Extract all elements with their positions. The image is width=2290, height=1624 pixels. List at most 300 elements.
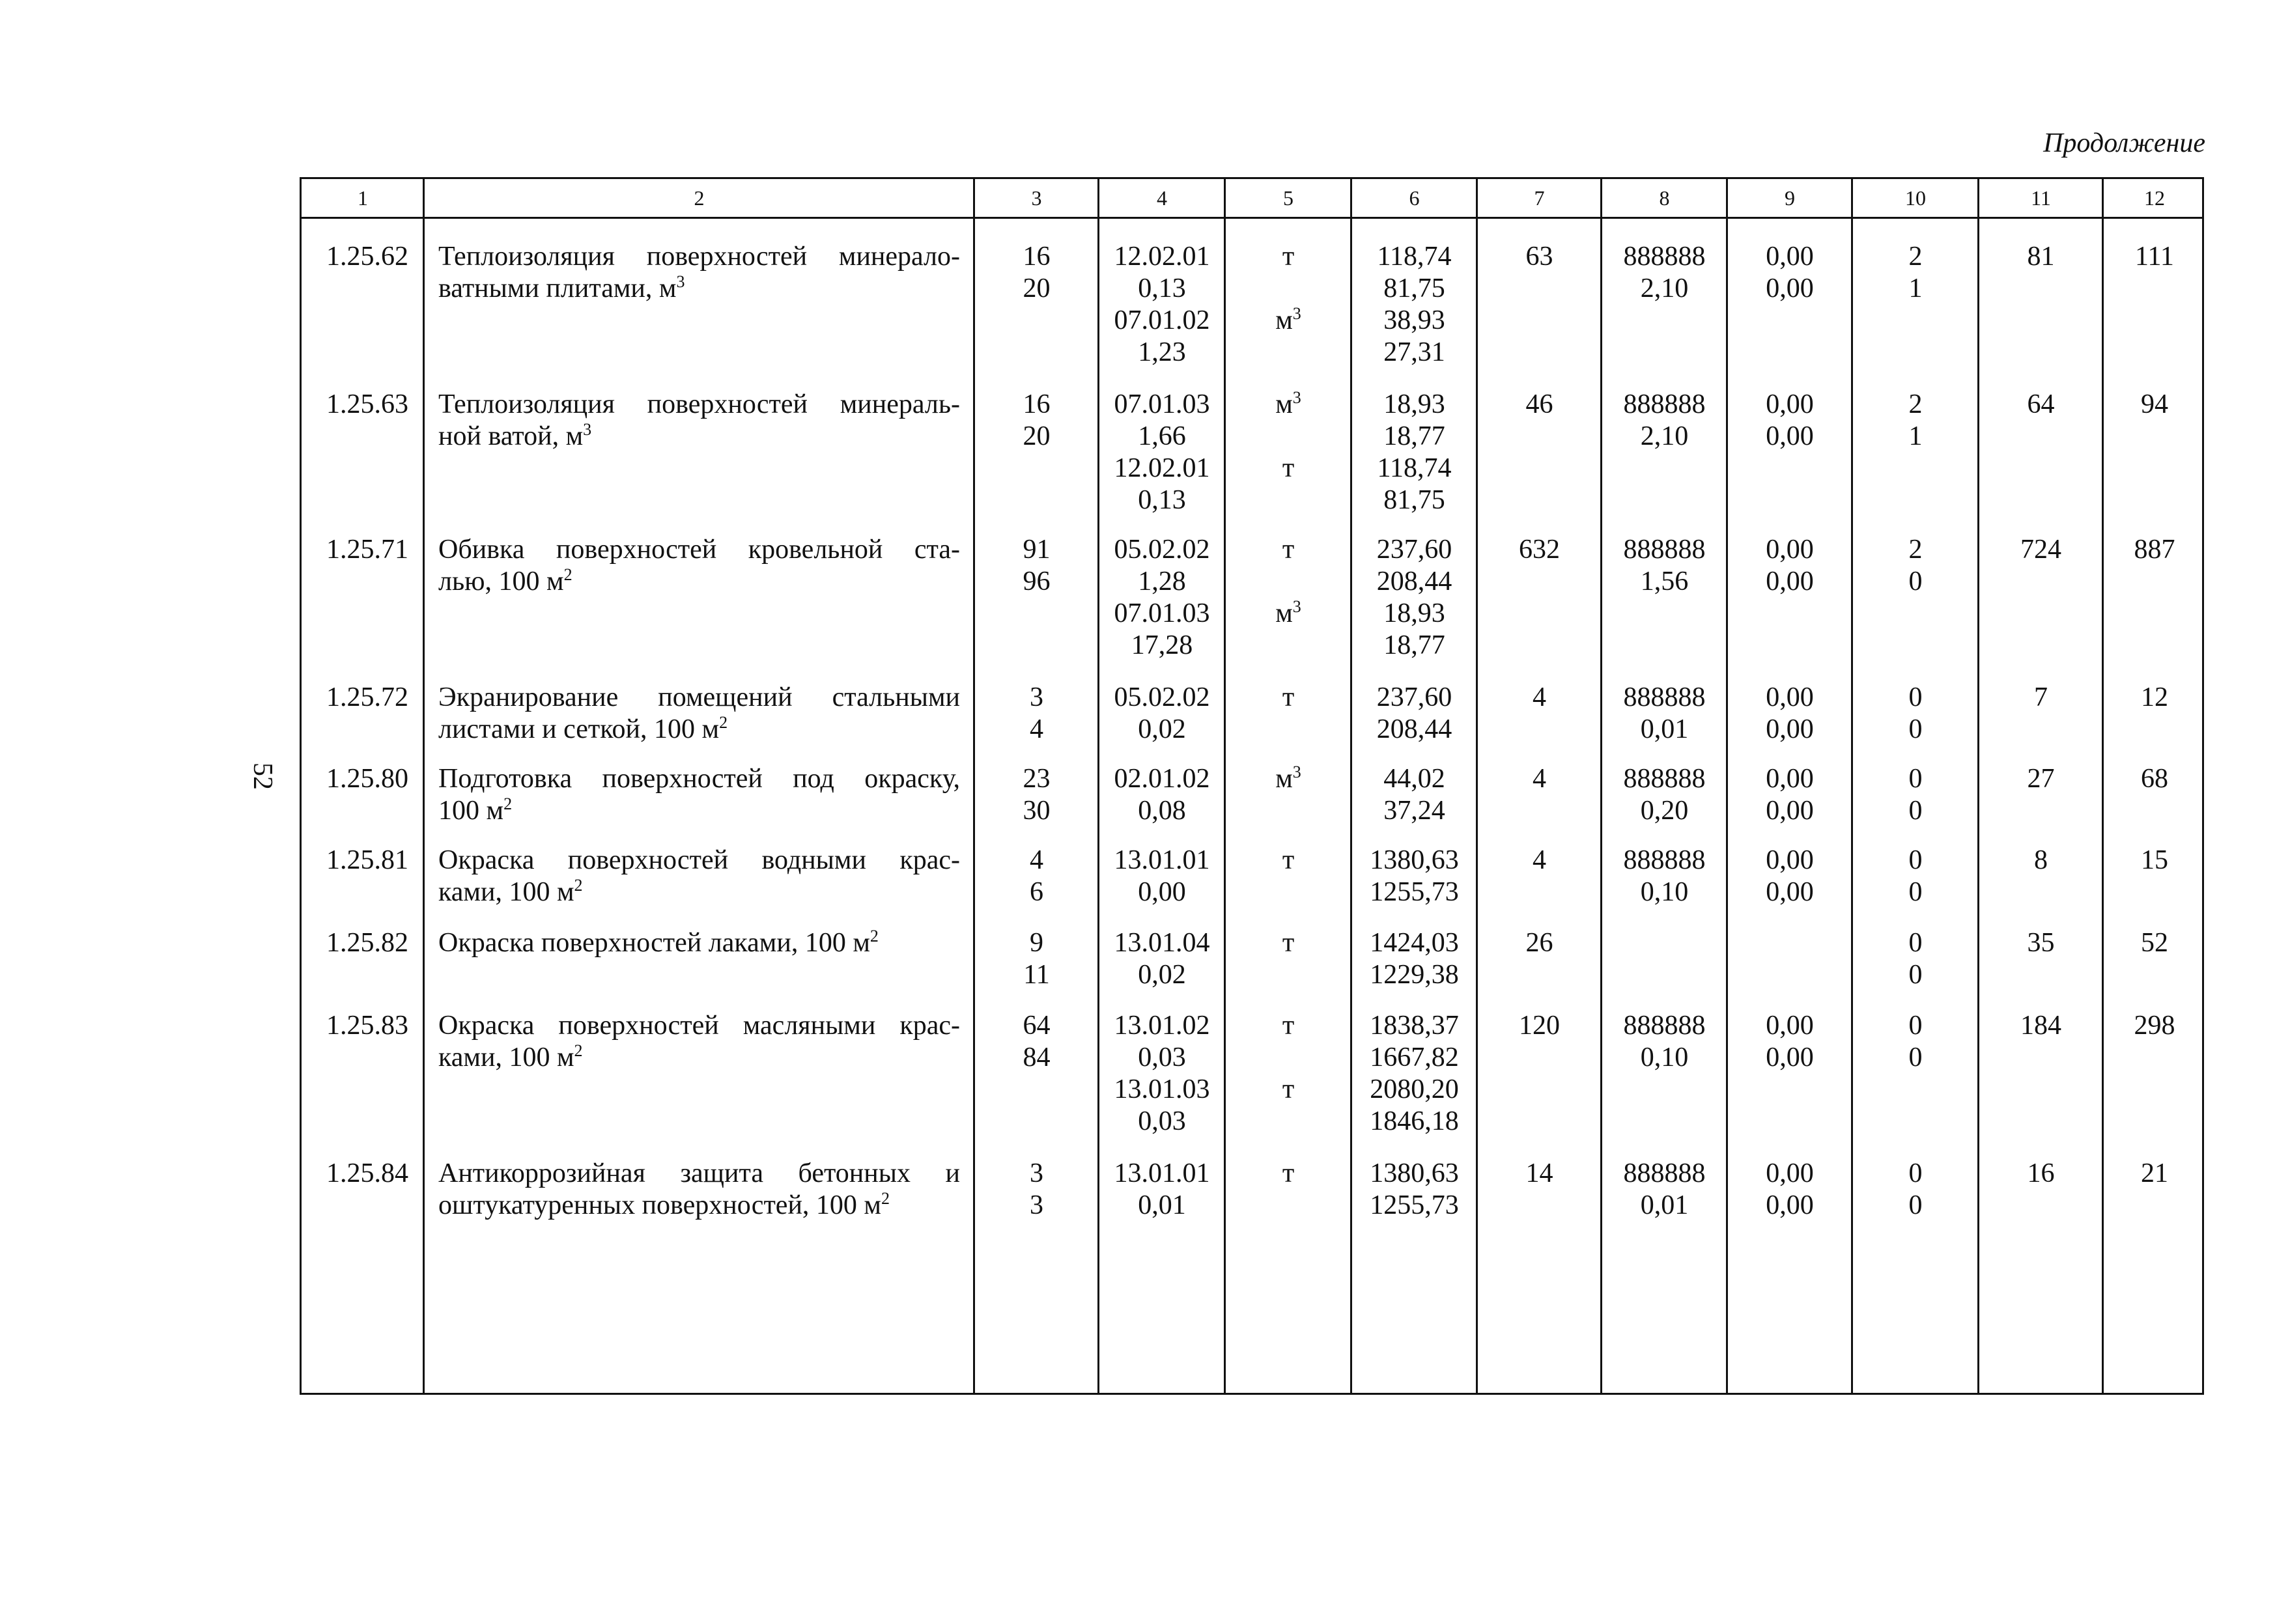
cell-line: 0 xyxy=(1908,764,1923,794)
cell-line: 4 xyxy=(1533,682,1546,712)
cell-line: 1 xyxy=(1908,421,1923,451)
cell-line: 9 xyxy=(1030,928,1043,958)
cell-line: 84 xyxy=(1023,1043,1051,1072)
cell-line: 118,74 xyxy=(1377,242,1452,272)
cell-line: 0,00 xyxy=(1766,1158,1814,1188)
cell-line: 2 xyxy=(1908,389,1923,419)
cell-line: 0 xyxy=(1908,1158,1923,1188)
cell-text: т xyxy=(1282,1074,1295,1104)
cell-col-8 xyxy=(1602,682,1727,746)
row-description xyxy=(438,763,960,827)
cell-col-6 xyxy=(1351,389,1477,516)
cell-line: 11 xyxy=(1023,960,1050,990)
cell-line: 0,13 xyxy=(1138,485,1186,515)
cell-line: 44,02 xyxy=(1383,764,1445,794)
cell-line xyxy=(1225,305,1351,337)
cell-col-6 xyxy=(1351,845,1477,908)
cell-line: 12.02.01 xyxy=(1114,453,1210,483)
cell-col-10 xyxy=(1852,927,1979,991)
unit-exponent: 3 xyxy=(1292,597,1301,616)
cell-line: 0 xyxy=(1908,796,1923,826)
cell-text: т xyxy=(1282,453,1295,483)
cell-col-5 xyxy=(1225,845,1351,908)
cell-line: 3 xyxy=(1030,682,1043,712)
cell-line: 05.02.02 xyxy=(1114,535,1210,565)
cell-col-10 xyxy=(1852,534,1979,598)
cell-line: 888888 xyxy=(1623,845,1706,875)
cell-line xyxy=(438,389,960,421)
unit-exponent: 2 xyxy=(719,713,728,732)
cell-text: Подготовка поверхностей под окраску, xyxy=(438,764,960,794)
column-number: 3 xyxy=(1031,186,1042,210)
cell-line xyxy=(438,1190,960,1222)
cell-line xyxy=(1225,845,1351,876)
cell-line: 1380,63 xyxy=(1370,1158,1459,1188)
unit-exponent: 3 xyxy=(676,272,685,291)
cell-col-4 xyxy=(1099,389,1225,516)
cell-col-8 xyxy=(1602,763,1727,827)
row-code xyxy=(302,682,408,714)
cell-col-7 xyxy=(1477,534,1602,566)
cell-line: 0 xyxy=(1908,1011,1923,1041)
cell-col-12 xyxy=(2103,927,2206,959)
cell-line xyxy=(438,795,960,827)
cell-col-10 xyxy=(1852,845,1979,908)
column-number: 10 xyxy=(1905,186,1926,210)
unit-exponent: 2 xyxy=(574,1041,583,1060)
cell-line: 02.01.02 xyxy=(1114,764,1210,794)
cell-line xyxy=(1225,959,1351,991)
cell-text: м xyxy=(1275,305,1293,335)
row-code xyxy=(302,389,408,421)
row-description xyxy=(438,389,960,453)
cell-line: 2,10 xyxy=(1640,273,1689,303)
cell-line: 27,31 xyxy=(1383,337,1445,367)
cell-line: 0,00 xyxy=(1766,764,1814,794)
cell-col-6 xyxy=(1351,763,1477,827)
cell-line: 07.01.03 xyxy=(1114,389,1210,419)
cell-col-9 xyxy=(1727,845,1852,908)
cell-line: 0,00 xyxy=(1766,273,1814,303)
cell-line: 1,66 xyxy=(1138,421,1186,451)
cell-col-11 xyxy=(1979,763,2103,795)
cell-col-3 xyxy=(974,1010,1099,1074)
cell-col-9 xyxy=(1727,241,1852,305)
cell-text: т xyxy=(1282,1158,1295,1188)
column-number: 12 xyxy=(2144,186,2165,210)
cell-col-12 xyxy=(2103,682,2206,714)
cell-line xyxy=(438,1158,960,1190)
cell-col-12 xyxy=(2103,763,2206,795)
cell-line: 30 xyxy=(1023,796,1051,826)
cell-col-4 xyxy=(1099,682,1225,746)
cell-line: 1846,18 xyxy=(1370,1106,1459,1136)
column-number: 1 xyxy=(358,186,368,210)
cell-line: 52 xyxy=(2141,928,2168,958)
cell-col-12 xyxy=(2103,1158,2206,1190)
unit-exponent: 2 xyxy=(563,565,572,584)
cell-line xyxy=(1225,630,1351,662)
cell-line: 0 xyxy=(1908,960,1923,990)
row-description xyxy=(438,845,960,908)
cell-line: 46 xyxy=(1525,389,1553,419)
cell-line xyxy=(438,682,960,714)
cell-text: Теплоизоляция поверхностей минерало- xyxy=(438,242,960,272)
cell-line xyxy=(438,927,960,959)
cell-line: 0 xyxy=(1908,928,1923,958)
cell-line xyxy=(438,1042,960,1074)
cell-line xyxy=(1225,876,1351,908)
cell-line: 0 xyxy=(1908,567,1923,596)
cell-col-4 xyxy=(1099,1010,1225,1138)
cell-text: т xyxy=(1282,845,1295,875)
cell-line: 888888 xyxy=(1623,1011,1706,1041)
cell-line: 2 xyxy=(1908,535,1923,565)
cell-line: 724 xyxy=(2020,535,2061,565)
cell-line: 15 xyxy=(2141,845,2168,875)
cell-line: 18,93 xyxy=(1383,389,1445,419)
cell-line: 0,00 xyxy=(1766,242,1814,272)
cell-col-6 xyxy=(1351,927,1477,991)
cell-line: 0,20 xyxy=(1640,796,1689,826)
cell-text: 100 м xyxy=(438,796,504,826)
cell-line: 3 xyxy=(1030,1190,1043,1220)
unit-exponent: 3 xyxy=(583,420,592,439)
cell-line: 118,74 xyxy=(1377,453,1452,483)
cell-line: 208,44 xyxy=(1376,567,1452,596)
cell-line: 888888 xyxy=(1623,242,1706,272)
cell-line: 0,00 xyxy=(1766,567,1814,596)
cell-line: 20 xyxy=(1023,421,1051,451)
cell-line xyxy=(1225,566,1351,598)
cell-col-7 xyxy=(1477,682,1602,714)
column-number: 9 xyxy=(1785,186,1795,210)
cell-col-9 xyxy=(1727,534,1852,598)
unit-exponent: 3 xyxy=(1292,763,1301,781)
cell-line: 0 xyxy=(1908,1190,1923,1220)
cell-line xyxy=(1225,273,1351,305)
cell-col-9 xyxy=(1727,389,1852,453)
cell-line xyxy=(1225,1010,1351,1042)
cell-line: 0,01 xyxy=(1640,714,1689,744)
cell-text: Окраска поверхностей лаками, 100 м xyxy=(438,928,870,958)
cell-line: 13.01.01 xyxy=(1114,1158,1210,1188)
cell-line: 21 xyxy=(2141,1158,2168,1188)
cell-line: 0,10 xyxy=(1640,1043,1689,1072)
cell-line: 12.02.01 xyxy=(1114,242,1210,272)
cell-line xyxy=(1225,241,1351,273)
cell-col-6 xyxy=(1351,241,1477,369)
cell-col-8 xyxy=(1602,1010,1727,1074)
cell-text: т xyxy=(1282,242,1295,272)
cell-line: 17,28 xyxy=(1131,630,1193,660)
cell-col-4 xyxy=(1099,845,1225,908)
cell-col-8 xyxy=(1602,241,1727,305)
cell-line: 0,01 xyxy=(1640,1190,1689,1220)
cell-col-3 xyxy=(974,927,1099,991)
cell-line: 887 xyxy=(2134,535,2175,565)
cell-col-10 xyxy=(1852,1158,1979,1222)
cell-line: 0,00 xyxy=(1766,1011,1814,1041)
cell-line: 13.01.02 xyxy=(1114,1011,1210,1041)
cell-col-7 xyxy=(1477,1010,1602,1042)
cell-col-7 xyxy=(1477,241,1602,273)
cell-text: ками, 100 м xyxy=(438,1043,574,1072)
cell-col-11 xyxy=(1979,1010,2103,1042)
cell-text: т xyxy=(1282,682,1295,712)
cell-col-11 xyxy=(1979,389,2103,421)
column-number: 8 xyxy=(1659,186,1670,210)
cell-line: 20 xyxy=(1023,273,1051,303)
cell-line: 23 xyxy=(1023,764,1051,794)
cell-line xyxy=(438,566,960,598)
cell-text: Теплоизоляция поверхностей минераль- xyxy=(438,389,960,419)
cell-col-6 xyxy=(1351,534,1477,662)
cell-line: 1229,38 xyxy=(1370,960,1459,990)
cell-line xyxy=(1225,337,1351,369)
cell-line xyxy=(438,241,960,273)
cell-text: т xyxy=(1282,1011,1295,1041)
cell-col-5 xyxy=(1225,763,1351,827)
cell-line: 0,00 xyxy=(1766,1190,1814,1220)
cell-col-10 xyxy=(1852,682,1979,746)
cell-col-8 xyxy=(1602,1158,1727,1222)
cell-col-3 xyxy=(974,682,1099,746)
cell-col-3 xyxy=(974,389,1099,453)
cell-line: 888888 xyxy=(1623,389,1706,419)
cell-line: 888888 xyxy=(1623,535,1706,565)
cell-col-12 xyxy=(2103,534,2206,566)
resource-table xyxy=(300,177,2204,1395)
cell-line: 07.01.03 xyxy=(1114,598,1210,628)
row-code xyxy=(302,845,408,876)
cell-text: ной ватой, м xyxy=(438,421,584,451)
cell-line: 64 xyxy=(2027,389,2055,419)
cell-col-4 xyxy=(1099,534,1225,662)
cell-line: 1.25.81 xyxy=(326,845,408,875)
cell-col-6 xyxy=(1351,682,1477,746)
cell-line: 2 xyxy=(1908,242,1923,272)
column-number-header xyxy=(302,179,2202,219)
cell-col-3 xyxy=(974,1158,1099,1222)
cell-line: 26 xyxy=(1525,928,1553,958)
cell-line xyxy=(438,763,960,795)
cell-line: 8 xyxy=(2034,845,2048,875)
cell-line: 94 xyxy=(2141,389,2168,419)
cell-line: 0 xyxy=(1908,682,1923,712)
cell-line xyxy=(1225,795,1351,827)
cell-col-7 xyxy=(1477,845,1602,876)
cell-text: Экранирование помещений стальными xyxy=(438,682,960,712)
cell-col-5 xyxy=(1225,534,1351,662)
cell-col-11 xyxy=(1979,1158,2103,1190)
cell-col-12 xyxy=(2103,845,2206,876)
cell-line xyxy=(438,845,960,876)
cell-line xyxy=(1225,1158,1351,1190)
cell-line: 63 xyxy=(1525,242,1553,272)
cell-line: 0,00 xyxy=(1766,682,1814,712)
cell-line: 1,28 xyxy=(1138,567,1186,596)
cell-col-5 xyxy=(1225,1010,1351,1138)
cell-text: ками, 100 м xyxy=(438,877,574,907)
cell-line xyxy=(1225,1074,1351,1106)
cell-line: 16 xyxy=(1023,242,1051,272)
continuation-label: Продолжение xyxy=(2043,128,2205,158)
cell-line: 27 xyxy=(2027,764,2055,794)
cell-line: 0,03 xyxy=(1138,1043,1186,1072)
cell-line xyxy=(438,421,960,453)
cell-text: т xyxy=(1282,928,1295,958)
cell-line: 1.25.80 xyxy=(326,764,408,794)
cell-line: 0,00 xyxy=(1766,877,1814,907)
cell-line: 1.25.63 xyxy=(326,389,408,419)
cell-col-5 xyxy=(1225,1158,1351,1222)
cell-col-4 xyxy=(1099,927,1225,991)
cell-line: 1667,82 xyxy=(1370,1043,1459,1072)
cell-line: 64 xyxy=(1023,1011,1051,1041)
cell-line: 632 xyxy=(1519,535,1560,565)
cell-col-9 xyxy=(1727,1158,1852,1222)
column-number: 11 xyxy=(2031,186,2051,210)
row-code xyxy=(302,241,408,273)
cell-line: 7 xyxy=(2034,682,2048,712)
row-code xyxy=(302,763,408,795)
cell-line: 91 xyxy=(1023,535,1051,565)
cell-text: ватными плитами, м xyxy=(438,273,677,303)
cell-line xyxy=(1225,453,1351,484)
cell-col-7 xyxy=(1477,927,1602,959)
cell-line: 0,08 xyxy=(1138,796,1186,826)
cell-line xyxy=(438,1010,960,1042)
cell-line: 111 xyxy=(2135,242,2174,272)
cell-line: 18,93 xyxy=(1383,598,1445,628)
cell-line xyxy=(1225,484,1351,516)
cell-col-7 xyxy=(1477,389,1602,421)
cell-line: 0,00 xyxy=(1138,877,1186,907)
cell-line: 81,75 xyxy=(1383,273,1445,303)
cell-col-4 xyxy=(1099,241,1225,369)
row-description xyxy=(438,1010,960,1074)
cell-line: 1,23 xyxy=(1138,337,1186,367)
cell-line: 1 xyxy=(1908,273,1923,303)
cell-line: 0,02 xyxy=(1138,714,1186,744)
cell-line xyxy=(1225,1106,1351,1138)
cell-col-10 xyxy=(1852,241,1979,305)
cell-line: 0,00 xyxy=(1766,389,1814,419)
row-description xyxy=(438,682,960,746)
cell-line: 0,03 xyxy=(1138,1106,1186,1136)
cell-line: 1424,03 xyxy=(1370,928,1459,958)
cell-line xyxy=(1225,714,1351,746)
cell-line: 0,13 xyxy=(1138,273,1186,303)
row-code xyxy=(302,1010,408,1042)
cell-col-10 xyxy=(1852,1010,1979,1074)
cell-line: 81,75 xyxy=(1383,485,1445,515)
cell-line: 68 xyxy=(2141,764,2168,794)
row-description xyxy=(438,927,960,959)
cell-col-3 xyxy=(974,534,1099,598)
cell-text: м xyxy=(1275,389,1293,419)
page-number: 52 xyxy=(247,763,277,790)
cell-line: 0 xyxy=(1908,1043,1923,1072)
cell-col-10 xyxy=(1852,389,1979,453)
cell-col-7 xyxy=(1477,763,1602,795)
cell-line: 1380,63 xyxy=(1370,845,1459,875)
cell-line: 1,56 xyxy=(1640,567,1689,596)
cell-line: 237,60 xyxy=(1376,535,1452,565)
cell-line: 13.01.03 xyxy=(1114,1074,1210,1104)
unit-exponent: 2 xyxy=(869,927,879,945)
cell-line: 237,60 xyxy=(1376,682,1452,712)
cell-col-9 xyxy=(1727,763,1852,827)
cell-text: м xyxy=(1275,598,1293,628)
cell-line: 12 xyxy=(2141,682,2168,712)
cell-line: 0,00 xyxy=(1766,421,1814,451)
cell-line: 298 xyxy=(2134,1011,2175,1041)
cell-line: 37,24 xyxy=(1383,796,1445,826)
cell-line: 96 xyxy=(1023,567,1051,596)
cell-line: 0,00 xyxy=(1766,714,1814,744)
cell-line: 1.25.82 xyxy=(326,928,408,958)
column-number: 2 xyxy=(694,186,705,210)
unit-exponent: 3 xyxy=(1292,304,1301,323)
cell-col-4 xyxy=(1099,763,1225,827)
cell-col-3 xyxy=(974,763,1099,827)
cell-col-3 xyxy=(974,845,1099,908)
cell-line: 14 xyxy=(1525,1158,1553,1188)
cell-text: оштукатуренных поверхностей, 100 м xyxy=(438,1190,881,1220)
cell-line: 0,00 xyxy=(1766,535,1814,565)
cell-line: 0 xyxy=(1908,877,1923,907)
cell-col-5 xyxy=(1225,682,1351,746)
cell-line: 0,01 xyxy=(1138,1190,1186,1220)
cell-line: 120 xyxy=(1519,1011,1560,1041)
cell-col-9 xyxy=(1727,1010,1852,1074)
cell-line: 35 xyxy=(2027,928,2055,958)
cell-line: 38,93 xyxy=(1383,305,1445,335)
cell-col-3 xyxy=(974,241,1099,305)
cell-line: 13.01.01 xyxy=(1114,845,1210,875)
cell-line xyxy=(1225,682,1351,714)
cell-line: 0,10 xyxy=(1640,877,1689,907)
cell-line: 4 xyxy=(1030,714,1043,744)
cell-line: 4 xyxy=(1533,845,1546,875)
cell-line: 16 xyxy=(2027,1158,2055,1188)
cell-text: Обивка поверхностей кровельной ста- xyxy=(438,535,960,565)
cell-col-4 xyxy=(1099,1158,1225,1222)
column-number: 7 xyxy=(1534,186,1545,210)
cell-line xyxy=(1225,598,1351,630)
cell-line xyxy=(1225,927,1351,959)
cell-col-5 xyxy=(1225,241,1351,369)
cell-col-8 xyxy=(1602,534,1727,598)
cell-line: 07.01.02 xyxy=(1114,305,1210,335)
cell-col-11 xyxy=(1979,845,2103,876)
cell-line: 1255,73 xyxy=(1370,1190,1459,1220)
cell-line xyxy=(1225,1042,1351,1074)
cell-col-12 xyxy=(2103,1010,2206,1042)
cell-col-12 xyxy=(2103,389,2206,421)
row-code xyxy=(302,1158,408,1190)
cell-line: 0 xyxy=(1908,845,1923,875)
column-number: 6 xyxy=(1409,186,1420,210)
cell-col-11 xyxy=(1979,534,2103,566)
cell-text: листами и сеткой, 100 м xyxy=(438,714,720,744)
cell-col-11 xyxy=(1979,927,2103,959)
unit-exponent: 2 xyxy=(503,794,513,813)
cell-col-5 xyxy=(1225,389,1351,516)
column-number: 4 xyxy=(1157,186,1167,210)
